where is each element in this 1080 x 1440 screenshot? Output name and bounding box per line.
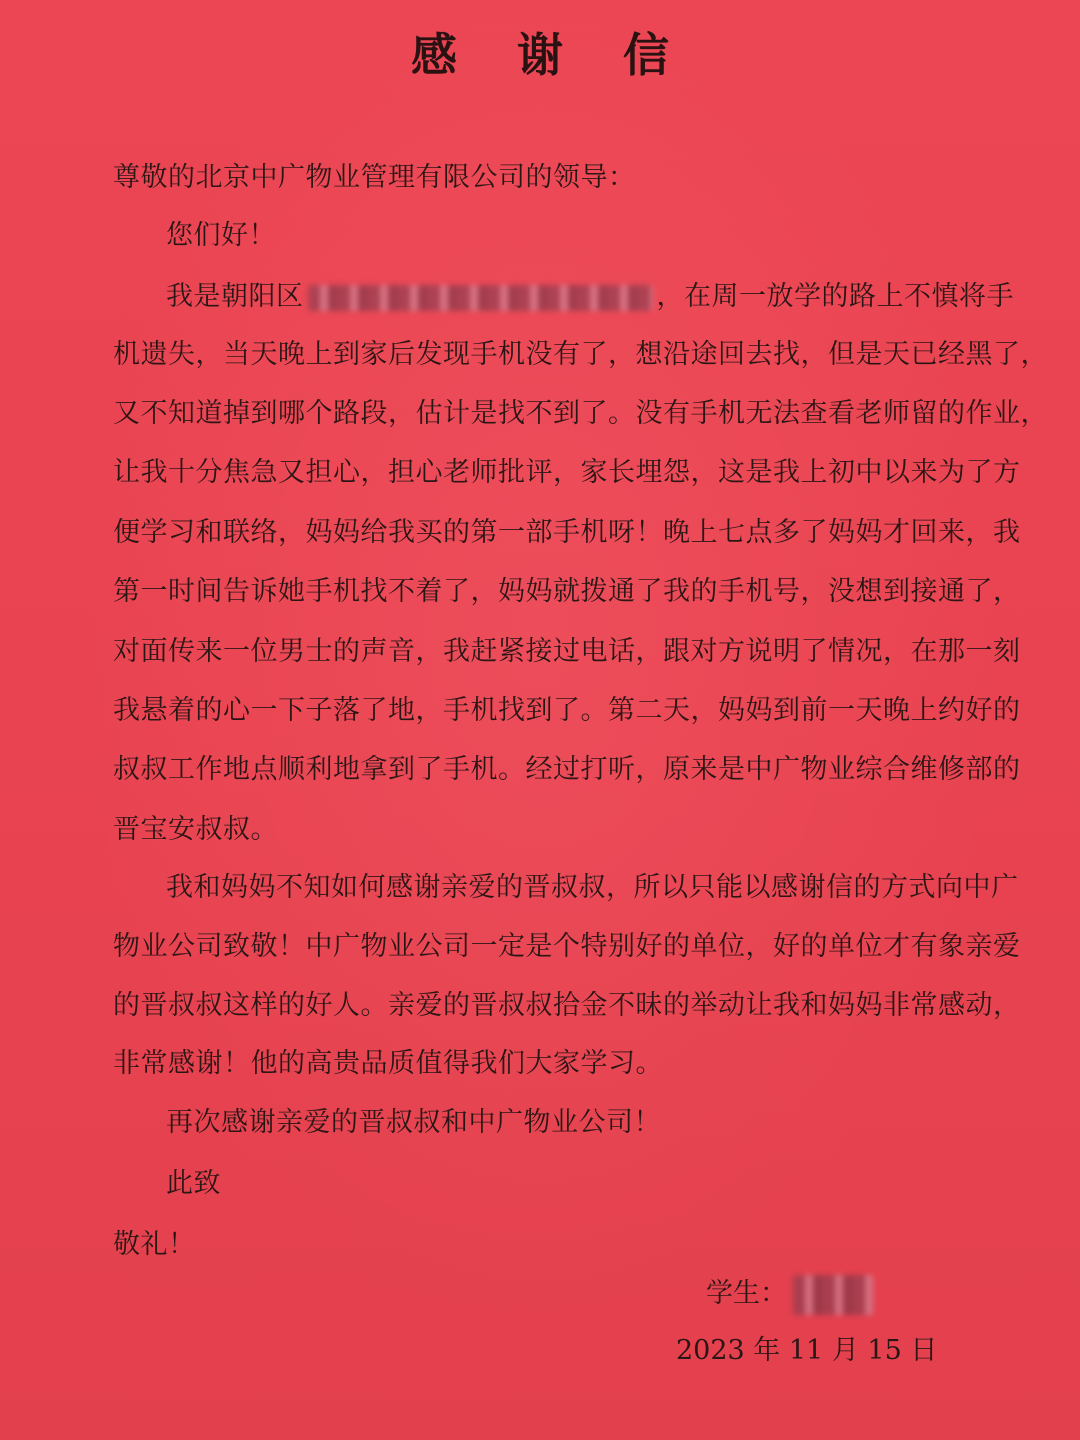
redacted-student-name	[793, 1275, 873, 1315]
paragraph-1-line: 晋宝安叔叔。	[113, 814, 278, 845]
paragraph-1-line: 又不知道掉到哪个路段，估计是找不到了。没有手机无法查看老师留的作业，	[113, 398, 1048, 429]
paragraph-1-line: 机遗失，当天晚上到家后发现手机没有了，想沿途回去找，但是天已经黑了，	[113, 339, 1048, 370]
letter-date: 2023 年 11 月 15 日	[676, 1335, 938, 1366]
salutation: 尊敬的北京中广物业管理有限公司的领导：	[113, 162, 636, 193]
paragraph-3: 再次感谢亲爱的晋叔叔和中广物业公司！	[166, 1107, 661, 1138]
paragraph-1-line: 我悬着的心一下子落了地，手机找到了。第二天，妈妈到前一天晚上约好的	[113, 695, 1021, 726]
letter-title: 感谢信	[411, 28, 729, 82]
redacted-school-name	[308, 285, 653, 311]
paragraph-1-line: 便学习和联络，妈妈给我买的第一部手机呀！晚上七点多了妈妈才回来，我	[113, 517, 1021, 548]
paragraph-2-line: 非常感谢！他的高贵品质值得我们大家学习。	[113, 1048, 663, 1079]
paragraph-2-line: 物业公司致敬！中广物业公司一定是个特别好的单位，好的单位才有象亲爱	[113, 931, 1021, 962]
paragraph-1-line: 第一时间告诉她手机找不着了，妈妈就拨通了我的手机号，没想到接通了，	[113, 576, 1021, 607]
paragraph-1-line: 对面传来一位男士的声音，我赶紧接过电话，跟对方说明了情况，在那一刻	[113, 636, 1021, 667]
paragraph-1-line: 叔叔工作地点顺利地拿到了手机。经过打听，原来是中广物业综合维修部的	[113, 754, 1021, 785]
closing-jingli: 敬礼！	[113, 1229, 196, 1260]
greeting: 您们好！	[166, 220, 276, 251]
paragraph-1-line: 让我十分焦急又担心，担心老师批评，家长埋怨，这是我上初中以来为了方	[113, 457, 1021, 488]
closing-cizhi: 此致	[166, 1168, 221, 1199]
paragraph-2-line: 我和妈妈不知如何感谢亲爱的晋叔叔，所以只能以感谢信的方式向中广	[166, 872, 1019, 903]
signature	[706, 1272, 873, 1316]
paragraph-1-intro: 我是朝阳区	[166, 281, 304, 312]
paragraph-1-continuation: ，在周一放学的路上不慎将手	[656, 281, 1014, 312]
paragraph-2-line: 的晋叔叔这样的好人。亲爱的晋叔叔拾金不昧的举动让我和妈妈非常感动，	[113, 990, 1021, 1021]
paragraph-1-first-line	[166, 277, 1014, 317]
signature-label: 学生：	[706, 1278, 787, 1309]
